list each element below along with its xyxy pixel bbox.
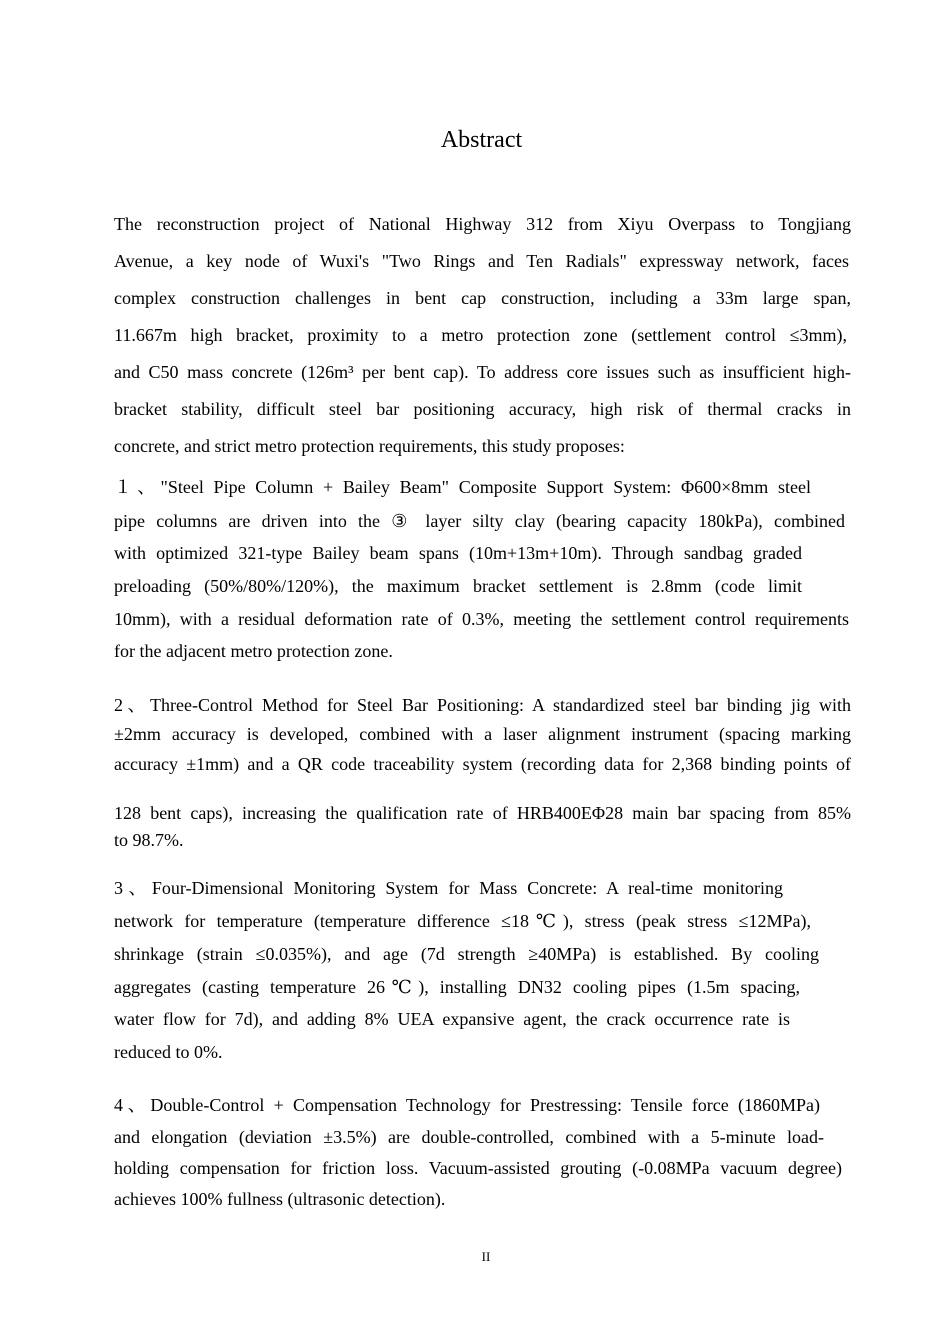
- text-line: achieves 100% fullness (ultrasonic detection).: [114, 1189, 446, 1209]
- text-line: 2、Three-Control Method for Steel Bar Positioning: A standardized steel bar binding jig with: [114, 695, 851, 715]
- text-line: to 98.7%.: [114, 830, 184, 850]
- text-line: １、"Steel Pipe Column + Bailey Beam" Composite Support System: Φ600×8mm steel: [114, 477, 811, 497]
- text-line: with optimized 321-type Bailey beam spans (10m+13m+10m). Through sandbag graded: [114, 543, 802, 563]
- page-number: II: [481, 1249, 491, 1264]
- text-line: reduced to 0%.: [114, 1042, 223, 1062]
- text-line: 4、Double-Control + Compensation Technology for Prestressing: Tensile force (1860MPa): [114, 1095, 820, 1115]
- text-line: Avenue, a key node of Wuxi's "Two Rings and Ten Radials" expressway network, faces: [114, 251, 849, 271]
- text-line: and C50 mass concrete (126m³ per bent cap). To address core issues such as insufficient high-: [114, 362, 851, 382]
- text-line: complex construction challenges in bent cap construction, including a 33m large span,: [114, 288, 851, 308]
- text-line: water flow for 7d), and adding 8% UEA expansive agent, the crack occurrence rate is: [114, 1009, 790, 1029]
- text-line: for the adjacent metro protection zone.: [114, 641, 393, 661]
- text-line: The reconstruction project of National Highway 312 from Xiyu Overpass to Tongjiang: [114, 214, 851, 234]
- text-line: 11.667m high bracket, proximity to a metro protection zone (settlement control ≤3mm),: [114, 325, 847, 345]
- text-line: shrinkage (strain ≤0.035%), and age (7d strength ≥40MPa) is established. By cooling: [114, 944, 819, 964]
- text-line: and elongation (deviation ±3.5%) are double-controlled, combined with a 5-minute load-: [114, 1127, 824, 1147]
- text-line: preloading (50%/80%/120%), the maximum bracket settlement is 2.8mm (code limit: [114, 576, 802, 596]
- text-line: 128 bent caps), increasing the qualification rate of HRB400EΦ28 main bar spacing from 85%: [114, 803, 851, 823]
- text-line: holding compensation for friction loss. Vacuum-assisted grouting (-0.08MPa vacuum degree): [114, 1158, 842, 1178]
- text-line: 3、Four-Dimensional Monitoring System for Mass Concrete: A real-time monitoring: [114, 878, 783, 898]
- text-line: 10mm), with a residual deformation rate of 0.3%, meeting the settlement control requirements: [114, 609, 849, 629]
- text-line: pipe columns are driven into the ③ layer silty clay (bearing capacity 180kPa), combined: [114, 511, 845, 531]
- text-line: network for temperature (temperature difference ≤18℃), stress (peak stress ≤12MPa),: [114, 911, 811, 931]
- text-line: concrete, and strict metro protection requirements, this study proposes:: [114, 436, 625, 456]
- text-line: aggregates (casting temperature 26℃), installing DN32 cooling pipes (1.5m spacing,: [114, 977, 800, 997]
- text-line: accuracy ±1mm) and a QR code traceability system (recording data for 2,368 binding points of: [114, 754, 851, 774]
- text-line: bracket stability, difficult steel bar positioning accuracy, high risk of thermal cracks in: [114, 399, 851, 419]
- text-line: ±2mm accuracy is developed, combined with a laser alignment instrument (spacing marking: [114, 724, 851, 744]
- page-title: Abstract: [440, 127, 523, 153]
